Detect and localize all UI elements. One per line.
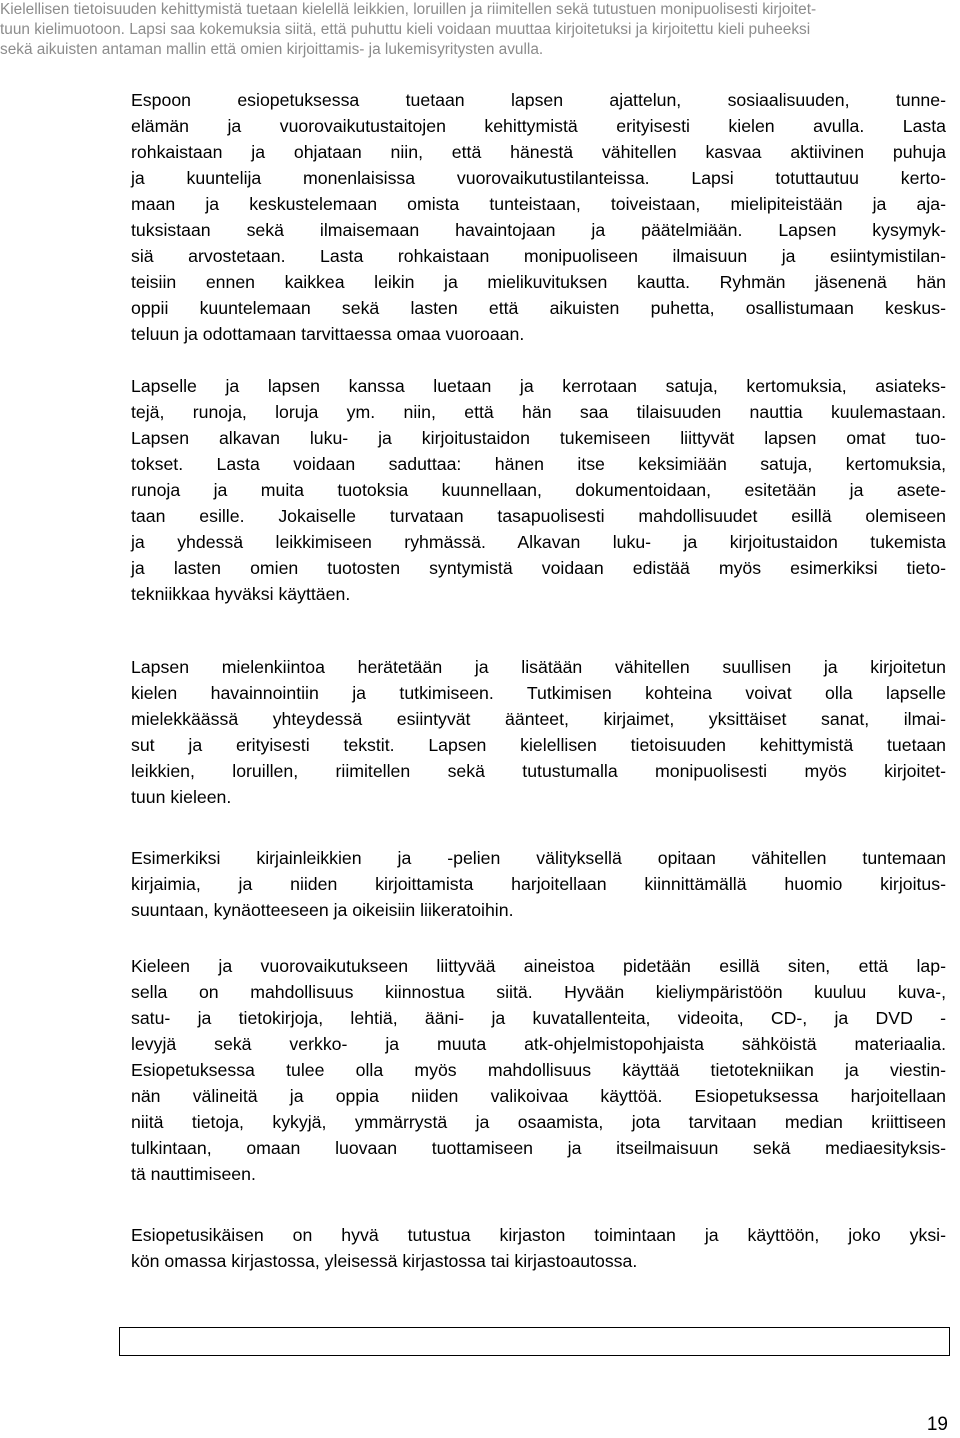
text-line: Esiopetusikäisen on hyvä tutustua kirjaston toimintaan ja käyttöön, joko yksi-: [131, 1225, 946, 1245]
text-line: kön omassa kirjastossa, yleisessä kirjastossa tai kirjastoautossa.: [131, 1251, 638, 1271]
text-line: teluun ja odottamaan tarvittaessa omaa vuoroaan.: [131, 324, 525, 344]
text-line: tekniikkaa hyväksi käyttäen.: [131, 584, 351, 604]
text-line: kielen havainnointiin ja tutkimiseen. Tutkimisen kohteina voivat olla lapselle: [131, 683, 946, 703]
header-line: Kielellisen tietoisuuden kehittymistä tuetaan kielellä leikkien, loruillen ja riimitellen sekä tutustuen monipuolisesti kirjoitet-: [0, 1, 817, 18]
text-line: sut ja erityisesti tekstit. Lapsen kielellisen tietoisuuden kehittymistä tuetaan: [131, 735, 946, 755]
text-line: Lapsen alkavan luku- ja kirjoitustaidon tukemiseen liittyvät lapsen omat tuo-: [131, 428, 946, 448]
text-line: suuntaan, kynäotteeseen ja oikeisiin liikeratoihin.: [131, 900, 514, 920]
text-line: sella on mahdollisuus kiinnostua siitä. Hyvään kieliympäristöön kuuluu kuva-,: [131, 982, 946, 1002]
text-line: Espoon esiopetuksessa tuetaan lapsen ajattelun, sosiaalisuuden, tunne-: [131, 90, 946, 110]
text-line: taan esille. Jokaiselle turvataan tasapuolisesti mahdollisuudet esillä olemiseen: [131, 506, 946, 526]
text-line: nän välineitä ja oppia niiden valikoivaa käyttöä. Esiopetuksessa harjoitellaan: [131, 1086, 946, 1106]
text-line: satu- ja tietokirjoja, lehtiä, ääni- ja kuvatallenteita, videoita, CD-, ja DVD -: [131, 1008, 946, 1028]
footer-box: [119, 1327, 950, 1356]
text-line: Kieleen ja vuorovaikutukseen liittyvää aineistoa pidetään esillä siten, että lap-: [131, 956, 946, 976]
text-line: kirjaimia, ja niiden kirjoittamista harjoitellaan kiinnittämällä huomio kirjoitus-: [131, 874, 946, 894]
text-line: rohkaistaan ja ohjataan niin, että hänestä vähitellen kasvaa aktiivinen puhuja: [131, 142, 946, 162]
text-line: Esimerkiksi kirjainleikkien ja -pelien välityksellä opitaan vähitellen tuntemaan: [131, 848, 946, 868]
text-line: Esiopetuksessa tulee olla myös mahdollisuus käyttää tietotekniikan ja viestin-: [131, 1060, 946, 1080]
page-number: 19: [926, 1414, 948, 1435]
text-line: niitä tietoja, kykyjä, ymmärrystä ja osaamista, jota tarvitaan median kriittiseen: [131, 1112, 946, 1132]
text-line: ja yhdessä leikkimiseen ryhmässä. Alkavan luku- ja kirjoitustaidon tukemista: [131, 532, 946, 552]
header-line: tuun kielimuotoon. Lapsi saa kokemuksia siitä, että puhuttu kieli voidaan muuttaa kirjoitetuksi ja kirjoitettu kieli puheeksi: [0, 21, 811, 38]
text-line: ja lasten omien tuotosten syntymistä voidaan edistää myös esimerkiksi tieto-: [131, 558, 946, 578]
header-line: sekä aikuisten antaman mallin että omien kirjoittamis- ja lukemisyritysten avulla.: [0, 41, 544, 58]
text-line: ja kuuntelija monenlaisissa vuorovaikutustilanteissa. Lapsi totuttautuu kerto-: [131, 168, 946, 188]
text-line: elämän ja vuorovaikutustaitojen kehittymistä erityisesti kielen avulla. Lasta: [131, 116, 946, 136]
text-line: tuun kieleen.: [131, 787, 232, 807]
text-line: tulkintaan, omaan luovaan tuottamiseen ja itseilmaisuun sekä mediaesityksis-: [131, 1138, 946, 1158]
text-line: tuksistaan sekä ilmaisemaan havaintojaan ja päätelmiään. Lapsen kysymyk-: [131, 220, 946, 240]
text-line: runoja ja muita tuotoksia kuunnellaan, dokumentoidaan, esitetään ja asete-: [131, 480, 946, 500]
text-line: Lapsen mielenkiintoa herätetään ja lisätään vähitellen suullisen ja kirjoitetun: [131, 657, 946, 677]
text-line: siä arvostetaan. Lasta rohkaistaan monipuoliseen ilmaisuun ja esiintymistilan-: [131, 246, 946, 266]
text-line: mielekkäässä yhteydessä esiintyvät äänteet, kirjaimet, yksittäiset sanat, ilmai-: [131, 709, 946, 729]
text-line: Lapselle ja lapsen kanssa luetaan ja kerrotaan satuja, kertomuksia, asiateks-: [131, 376, 946, 396]
text-line: tejä, runoja, loruja ym. niin, että hän saa tilaisuuden nauttia kuulemastaan.: [131, 402, 946, 422]
text-line: oppii kuuntelemaan sekä lasten että aikuisten puhetta, osallistumaan keskus-: [131, 298, 946, 318]
text-line: leikkien, loruillen, riimitellen sekä tutustumalla monipuolisesti myös kirjoitet-: [131, 761, 946, 781]
text-line: levyjä sekä verkko- ja muuta atk-ohjelmistopohjaista sähköistä materiaalia.: [131, 1034, 946, 1054]
text-line: tokset. Lasta voidaan saduttaa: hänen itse keksimiään satuja, kertomuksia,: [131, 454, 946, 474]
text-line: teisiin ennen kaikkea leikin ja mielikuvituksen kautta. Ryhmän jäsenenä hän: [131, 272, 946, 292]
text-line: tä nauttimiseen.: [131, 1164, 256, 1184]
text-line: maan ja keskustelemaan omista tunteistaan, toiveistaan, mielipiteistään ja aja-: [131, 194, 946, 214]
